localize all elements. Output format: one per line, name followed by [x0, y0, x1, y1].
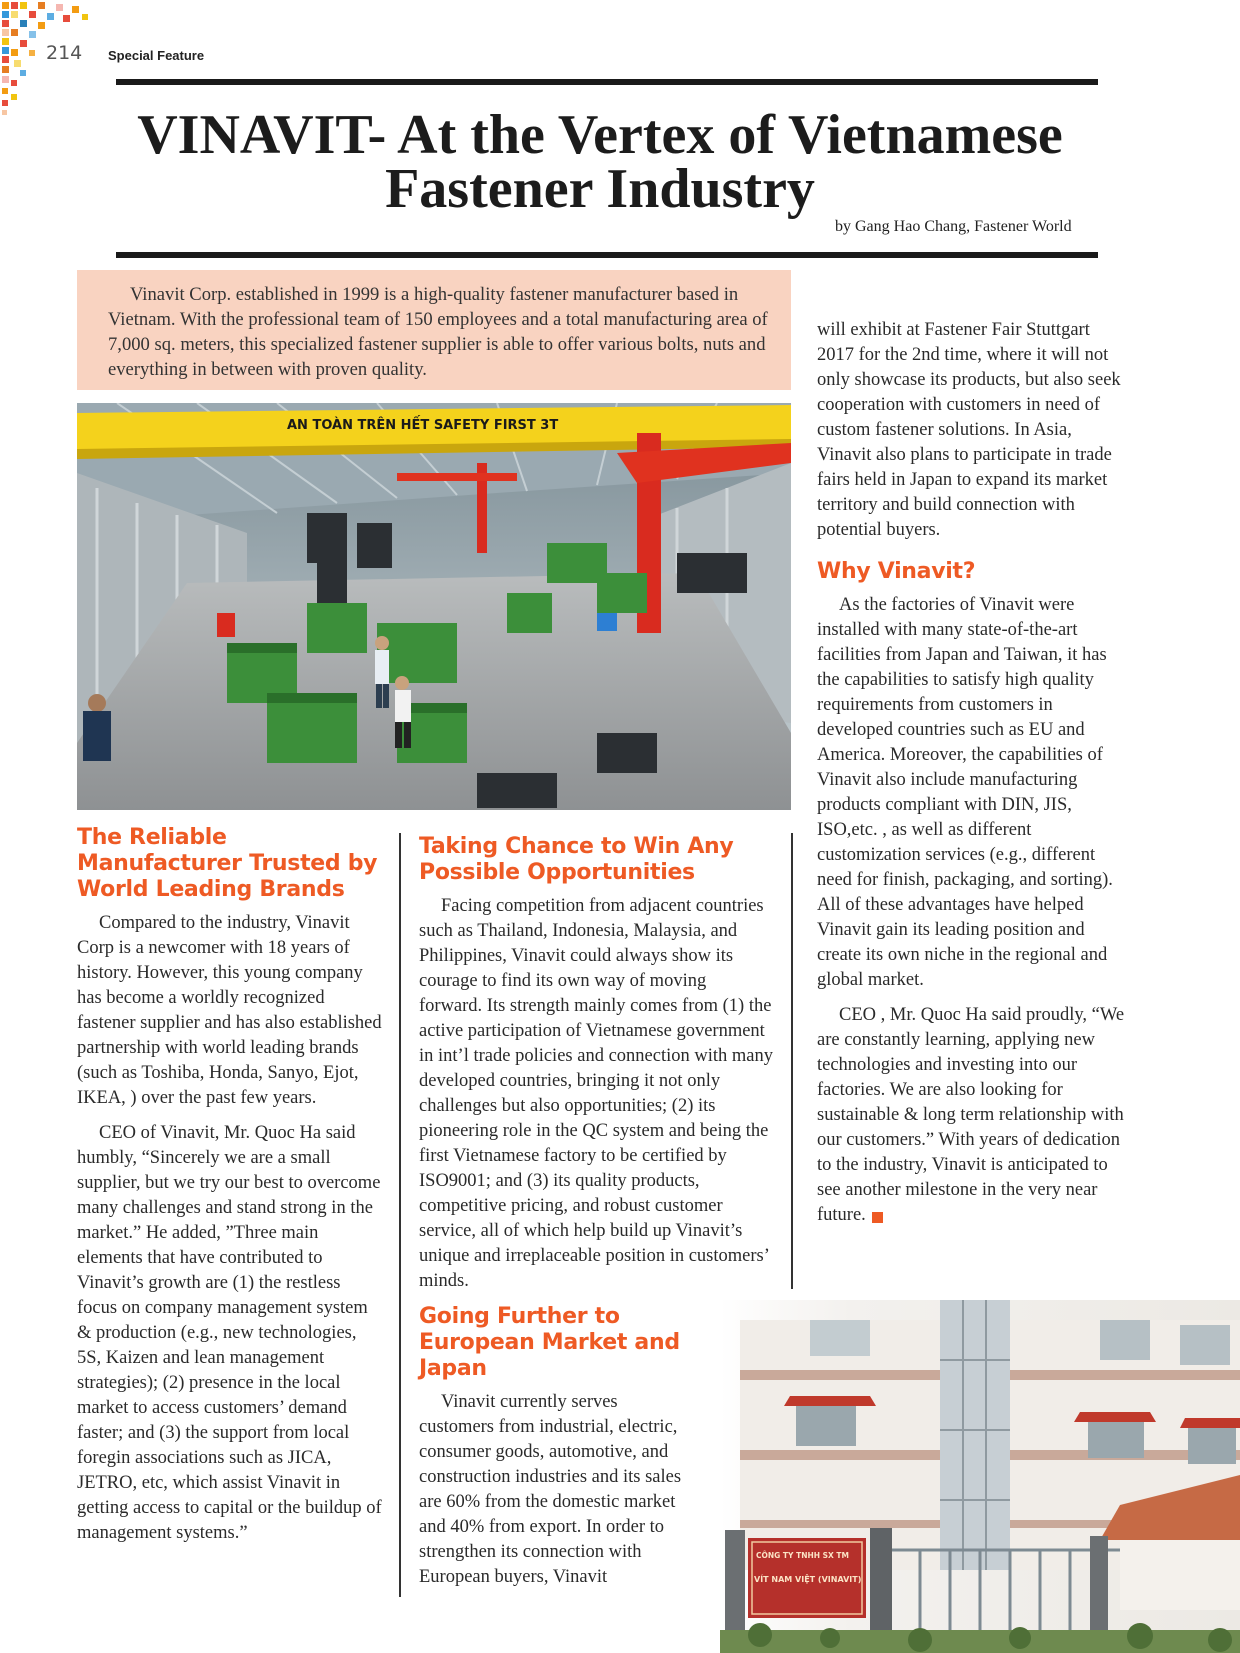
intro-box — [77, 270, 791, 390]
title-line-2: Fastener Industry — [385, 158, 815, 220]
column-1 — [77, 825, 385, 1556]
heading-taking-chance: Taking Chance to Win Any Possible Opportunities — [419, 834, 734, 885]
col1-paragraph-2: CEO of Vinavit, Mr. Quoc Ha said humbly, “Sincerely we are a small supplier, but we try our best to overcome many challenges and stand strong in the market.” He added, ”Three main elements that have contributed to Vinavit’s growth are (1) the restless focus on company management system & production (e.g., new technologies, 5S, Kaizen and lean management strategies); (2) presence in the local market to access customers’ demand faster; and (3) the support from local foregin associations such as JICA, JETRO, etc, which assist Vinavit in getting access to capital or the buildup of management systems.” — [77, 1123, 382, 1543]
column-divider-1 — [399, 833, 401, 1597]
article-title — [100, 104, 1100, 220]
end-of-article-marker — [872, 1212, 883, 1223]
title-line-1: VINAVIT- At the Vertex of Vietnamese — [137, 104, 1063, 166]
safety-banner-text: AN TOÀN TRÊN HẾT SAFETY FIRST 3T — [287, 418, 559, 433]
intro-text: Vinavit Corp. established in 1999 is a high-quality fastener manufacturer based in Vietnam. With the professional team of 150 employees and a total manufacturing area of 7,000 sq. meters, this specialized fastener supplier is able to offer various bolts, nuts and everything in between with proven quality. — [108, 284, 768, 380]
col3-paragraph-1: will exhibit at Fastener Fair Stuttgart 2017 for the 2nd time, where it will not only showcase its products, but also seek cooperation with customers in need of custom fastener solutions. In Asia, Vinavit also plans to participate in trade fairs held in Japan to expand its market territory and build connection with potential buyers. — [817, 320, 1121, 540]
section-label: Special Feature — [108, 48, 205, 63]
column-divider-2 — [791, 833, 793, 1289]
col1-paragraph-1: Compared to the industry, Vinavit Corp is a newcomer with 18 years of history. However, this young company has become a worldly recognized fastener supplier and has also established partnership with world leading brands (such as Toshiba, Honda, Sanyo, Ejot, IKEA, ) over the past few years. — [77, 913, 382, 1108]
building-sign-line2: VÍT NAM VIỆT (VINAVIT) — [754, 1575, 862, 1584]
col3-paragraph-2: As the factories of Vinavit were installed with many state-of-the-art facilities from Japan and Taiwan, it has the capabilities to satisfy high quality requirements from customers in developed countries such as EU and America. Moreover, the capabilities of Vinavit also include manufacturing products compliant with DIN, JIS, ISO,etc. , as well as different customization services (e.g., different need for finish, packaging, and sorting). All of these advantages have helped Vinavit gain its leading position and create its own niche in the regional and global market. — [817, 595, 1113, 990]
col3-paragraph-3: CEO , Mr. Quoc Ha said proudly, “We are constantly learning, applying new technologies and investing into our factories. We are also looking for sustainable & long term relationship with our customers.” With years of dedication to the industry, Vinavit is anticipated to see another milestone in the very near future. — [817, 1005, 1125, 1225]
heading-going-further: Going Further to European Market and Japan — [419, 1304, 680, 1381]
col2-paragraph-2: Vinavit currently serves customers from industrial, electric, consumer goods, automotive, and construction industries and its sales are 60% from the domestic market and 40% from export. In order to strengthen its connection with European buyers, Vinavit — [419, 1392, 682, 1587]
heading-reliable-manufacturer: The Reliable Manufacturer Trusted by World Leading Brands — [77, 825, 378, 902]
building-sign-line1: CÔNG TY TNHH SX TM — [756, 1551, 850, 1560]
top-rule — [116, 79, 1098, 85]
byline: by Gang Hao Chang, Fastener World — [835, 218, 1072, 235]
page-number: 214 — [46, 42, 83, 64]
col2-paragraph-1: Facing competition from adjacent countries such as Thailand, Indonesia, Malaysia, and Philippines, Vinavit could always show its courage to find its own way of moving forward. Its strength mainly comes from (1) the active participation of Vietnamese government in int’l trade policies and connection with many developed countries, bringing it not only challenges but also opportunities; (2) its pioneering role in the QC system and being the first Vietnamese factory to be certified by ISO9001; and (3) its quality products, competitive pricing, and robust customer service, all of which help build up Vinavit’s unique and irreplaceable position in customers’ minds. — [419, 896, 773, 1291]
title-bottom-rule — [116, 252, 1098, 258]
heading-why-vinavit: Why Vinavit? — [817, 559, 976, 584]
column-3 — [817, 318, 1125, 1238]
vinavit-building-photo — [720, 1300, 1240, 1653]
factory-interior-photo — [77, 403, 791, 810]
